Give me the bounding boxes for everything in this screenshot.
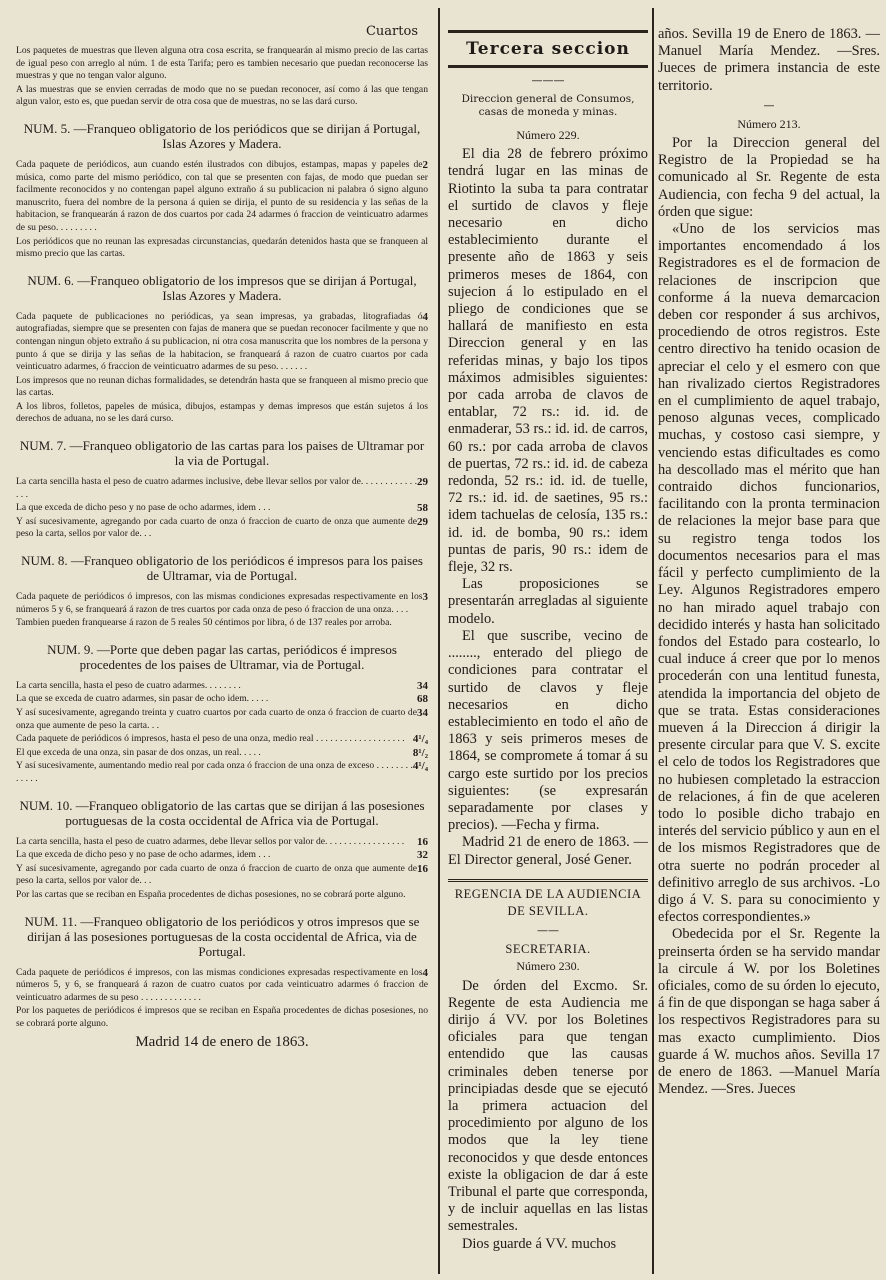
tariff-line-text: La carta sencilla, hasta el peso de cuatro adarmes. . . . . . . . [16,679,241,691]
divider: —— [537,924,559,938]
tariff-cuartos-value: 16 [417,835,428,848]
tariff-line-text: Y así sucesivamente, aumentando medio real por cada onza ó fraccion de una onza de exceso . . . . . . . . . . . . . [16,760,413,784]
contract-body: El dia 28 de febrero próximo tendrá lugar en las minas de Riotinto la suba ta para contratar el surtido de clavos y fleje necesario en dicho establecimiento durante el presente año de 1863 y seis primeros meses de 1864, con sujecion á lo estipulado en el pliego de condiciones que se hallará de manifiesto en esta Direccion general y en las referidas minas, y bajo los tipos máximos admisibles siguientes: por cada arroba de clavos de entablar, 72 rs.: id. id. de enmaderar, 53 rs.: id. id. de carros, 60 rs.: por cada arroba de clavos de puertas, 72 rs.: id. id. de cabeza redonda, 52 rs.: id. id. de tuelle, 72 rs.: id. id. de saetines, 95 rs.: idem tachuelas de celosía, 135 rs.: id. id. de bomba, 90 rs.: idem puntas de paris, 90 rs.: idem de fleje, 32 rs. [448,146,648,576]
tariff-line-text: Cada paquete de publicaciones no periódicas, ya sean impresas, ya grabadas, litografiadas ó autografiadas, siempre que se presenten con fajas de manera que se puedan reconocer facilmente y que no contengan ningun objeto extraño á su publicacion, ni otra cosa manuscrita que los nombres de la persona y punto á que se dirija y las señas de la habitacion, se franqueará á razon de cuatro cuartos por cada veinticuatro adarmes, ó fraccion de veinticuatro adarmes de su peso. . . . . . . [16,310,428,373]
tariff-line [16,591,428,616]
tariff-section-heading: NUM. 5. —Franqueo obligatorio de los periódicos que se dirijan á Portugal, Islas Azores y Madera. [23,120,421,151]
intro-block [16,45,428,109]
tariff-line [16,516,428,541]
tariff-line [16,311,428,374]
tariff-line-text: La que se exceda de cuatro adarmes, sin pasar de ocho idem. . . . . [16,693,269,705]
tariff-section [16,553,428,630]
tariff-section-heading: NUM. 9. —Porte que deben pagar las cartas, periódicos é impresos procedentes de los paises de Ultramar, via de Portugal. [47,641,397,672]
tariff-section-heading: NUM. 10. —Franqueo obligatorio de las cartas que se dirijan á las posesiones portuguesas de la costa occidental de Africa via de Portugal. [19,797,425,828]
tariff-cuartos-value: 29 [417,476,428,489]
tariff-line [16,863,428,888]
regencia-heading: REGENCIA DE LA AUDIENCIA DE SEVILLA. [454,886,642,918]
tariff-line-text: Cada paquete de periódicos é impresos, con las mismas condiciones expresadas respectivamente en los números 5, y 6, se franqueará á razon de cuatro cuatos por cada veinticuatro adarmes ó fraccion de veinticuatro adarmes de su peso . . . . . . . . . . . . . [16,966,428,1003]
tariff-section [16,798,428,902]
section-title: Tercera seccion [448,30,648,68]
tariff-cuartos-value: 68 [417,693,428,706]
tariff-line [16,1005,428,1030]
tariff-cuartos-value: 4¹/₄ [412,760,428,773]
divider: — [763,98,775,112]
tariff-line-text: La carta sencilla hasta el peso de cuatro adarmes inclusive, debe llevar sellos por valor de. . . . . . . . . . . . . . . [16,476,417,500]
cuartos-header: Cuartos [365,24,418,39]
tariff-section [16,273,428,426]
tariff-line [16,401,428,426]
tariff-line [16,502,428,515]
tariff-section-heading: NUM. 6. —Franqueo obligatorio de los impresos que se dirijan á Portugal, Islas Azores y Madera. [27,272,417,303]
tariff-line [16,375,428,400]
tariff-line-text: El que exceda de una onza, sin pasar de dos onzas, un real. . . . . [16,746,261,758]
tariff-line-text: Cada paquete de periódicos, aun cuando estén ilustrados con dibujos, estampas, mapas y papeles de música, como parte del mismo periódico, con tal que se presenten con fajas, de modo que puedan ser facilmente reconocidos y no contengan papel alguno extraño á su publicacion ni palabra ó signo alguno manuscrito, fuera del nombre de la persona á quien se dirija, el punto de su residencia y las señas de la habitacion, se franquearán á razon de dos cuartos por cada 24 adarmes ó fraccion de veinticuatro adarmes de su peso. . . . . . . . . [16,158,428,233]
model-paragraph: El que suscribe, vecino de ........, enterado del pliego de condiciones para contratar el surtido de clavos y fleje necesarios en dicho establecimiento en todo el año de 1863 y seis primeros meses de 1864, se compromete á tomar á su cargo este surtido por los precios siguientes: (se expresarán separadamente por clases y precios). —Fecha y firma. [448,627,648,834]
tariff-cuartos-value: 34 [417,707,428,719]
tariff-cuartos-value: 8¹/₂ [412,746,428,759]
numero-213: Número 213. [737,116,801,131]
tariff-line-text: Por las cartas que se reciban en España procedentes de dichas posesiones, no se cobrará porte alguno. [16,888,406,900]
tariff-line-text: La carta sencilla, hasta el peso de cuatro adarmes, debe llevar sellos por valor de. . . . . . . . . . . . . . . . . [16,835,405,847]
tariff-closing-date: Madrid 14 de enero de 1863. [135,1033,309,1050]
tariff-cuartos-value: 4 [422,310,428,323]
tariff-cuartos-value: 2 [422,158,428,171]
tariff-sections [16,121,428,1031]
tariff-cuartos-value: 58 [417,502,428,515]
tariff-line-text: Los impresos que no reunan dichas formalidades, se detendrán hasta que se franqueen al mismo precio que las cartas. [16,374,428,399]
closing-line: Dios guarde á VV. muchos [462,1235,617,1252]
signoff-paragraph: Madrid 21 de enero de 1863. —El Director general, José Gener. [448,834,648,868]
tariff-line [16,967,428,1005]
tariff-cuartos-value: 4¹/₄ [412,733,428,746]
registro-column [658,0,880,1280]
registro-closing: Obedecida por el Sr. Regente la preinserta órden se ha servido mandar la circule á W. por los Boletines oficiales, como de su órden lo ejecuto, á fin de que dispongan se haga saber á los respectivos Registradores para su mas exacto cumplimiento. Dios guarde á W. muchos años. Sevilla 17 de enero de 1863. —Manuel María Mendez. —Sres. Jueces [658,926,880,1098]
tariff-line-text: La que exceda de dicho peso y no pase de ocho adarmes, idem . . . [16,502,271,514]
tariff-line [16,747,428,760]
continued-paragraph: años. Sevilla 19 de Enero de 1863. —Manuel María Mendez. —Sres. Jueces de primera instancia de este territorio. [658,26,880,94]
tariff-section [16,438,428,541]
tariff-line [16,733,428,746]
tariff-cuartos-value: 4 [422,966,428,979]
tariff-line-text: Los periódicos que no reunan las expresadas circunstancias, quedarán detenidos hasta que se franqueen al mismo precio que las cartas. [16,235,428,260]
divider [448,879,648,882]
tariff-line [16,476,428,501]
tariff-section-heading: NUM. 7. —Franqueo obligatorio de las cartas para los paises de Ultramar por la via de Portugal. [19,438,425,469]
tariff-cuartos-value: 29 [417,515,428,528]
tariff-line [16,849,428,862]
proposals-paragraph: Las proposiciones se presentarán arregladas al siguiente modelo. [448,576,648,627]
consumos-column [448,0,648,1280]
intro-paragraph: Los paquetes de muestras que lleven alguna otra cosa escrita, se franquearán al mismo precio de las cartas de igual peso con arreglo al núm. 1 de esta Tarifa; pero es tambien necesario que puedan reconocerse las muestras y que no tengan valor alguno. [16,45,428,82]
registro-intro: Por la Direccion general del Registro de la Propiedad se ha comunicado al Sr. Regente de esta Audiencia, con fecha 9 del actual, la órden que sigue: [658,135,880,220]
tariff-column [16,0,428,1280]
tariff-line-text: Y así sucesivamente, agregando por cada cuarto de onza ó fraccion de cuarto de onza que aumente de peso la carta, sellos por valor de. . . [16,515,417,540]
secretaria-heading: SECRETARIA. [505,942,591,957]
tariff-line [16,693,428,706]
tariff-cuartos-value: 34 [417,679,428,692]
tariff-line [16,889,428,902]
tariff-line [16,159,428,235]
tariff-line-text: Tambien pueden franquearse á razon de 5 reales 50 céntimos por libra, ó de 137 reales por arroba. [16,617,392,629]
tariff-cuartos-value: 3 [422,591,428,604]
tariff-line-text: Y así sucesivamente, agregando treinta y cuatro cuartos por cada cuarto de onza ó fraccion de cuarto de onza que aumente de peso la carta. . . [16,707,417,731]
tariff-section-heading: NUM. 8. —Franqueo obligatorio de los periódicos é impresos para los paises de Ultramar, via de Portugal. [21,553,423,584]
tariff-line [16,236,428,261]
department-heading: Direccion general de Consumos, casas de moneda y minas. [461,93,635,118]
tariff-line [16,836,428,849]
intro-paragraph: A las muestras que se envien cerradas de modo que no se puedan reconocer, así como á las que tengan algun valor, esto es, que puedan servir de otra cosa que de muestras, no se las dará curso. [16,83,428,108]
divider: ——— [531,74,565,87]
numero-230: Número 230. [516,959,580,974]
tariff-line [16,617,428,630]
tariff-line-text: Cada paquete de periódicos ó impresos, hasta el peso de una onza, medio real . . . . . . . . . . . . . . . . . . . [16,733,405,745]
tariff-section [16,914,428,1031]
tariff-line [16,707,428,732]
registro-order-quote: «Uno de los servicios mas importantes encomendado á los Registradores es el de formacion de relaciones de inscripcion que conforme á la nueva demarcacion deben cor responder á sus archivos, procediendo de otros registros. Este centro directivo ha tenido ocasion de apreciar el celo y el esmero con que han rivalizado ciertos Registradores en el cumplimiento de aquel trabajo, penoso algunas veces, complicado muchas, y costoso casi siempre, y venciendo estas dificultades es como ha descollado mas el mérito que han contraido dichos funcionarios, facilitando con la pronta terminacion de relaciones la mejor base para que su registro tenga todos los documentos necesarios para el mas fácil y perfecto cumplimiento de la Ley. Algunos Registradores empero no han mirado aquel trabajo con decidido interés y hasta han solicitado fondos del Estado para costearlo, lo cual induce á creer que por lo menos procederán con una lentitud funesta, atendida la importancia del objeto de que se trata. Estas consideraciones mueven á la Direccion á dirigir la presente circular para que V. S. excite el celo de todos los Registradores que no hubiesen completado la estraccion de relaciones, á fin de que aceleren todo lo posible dicho trabajo en interés del servicio público y aun en el de los mismos Registradores que de otra suerte no podrán proceder al definitivo arreglo de sus archivos. -Lo digo á V. S. para su conocimiento y efectos correspondientes.» [658,221,880,926]
tariff-section [16,121,428,261]
tariff-line-text: Y así sucesivamente, agregando por cada cuarto de onza ó fraccion de cuarto de onza que aumente de peso la carta, sellos por valor de. . . [16,862,417,887]
tariff-section-heading: NUM. 11. —Franqueo obligatorio de los periódicos y otros impresos que se dirijan á las posesiones portuguesas de la costa occidental de Africa, via de Portugal. [24,913,420,959]
tariff-cuartos-value: 32 [417,849,428,862]
tariff-line-text: A los libros, folletos, papeles de música, dibujos, estampas y demas impresos que están sujetos á los derechos de aduana, no se les dará curso. [16,400,428,425]
tariff-section [16,642,428,786]
tariff-line [16,680,428,693]
order-body: De órden del Excmo. Sr. Regente de esta Audiencia me dirijo á VV. por los Boletines oficiales para que tengan entendido que las causas criminales deben tenerse por principiadas desde que se ejecutó la primera actuacion del procedimiento por alguno de los modos que la ley tiene reconocidos y que desde entonces existe la obligacion de dar á este Tribunal el parte que corresponda, y de incluir aquellas en las listas semestrales. [448,977,648,1235]
column-rule-2 [652,8,654,1274]
column-rule-1 [438,8,440,1274]
tariff-line-text: La que exceda de dicho peso y no pase de ocho adarmes, idem . . . [16,849,271,861]
tariff-line-text: Por los paquetes de periódicos é impresos que se reciban en España procedentes de dichas posesiones, no se cobrará porte alguno. [16,1005,428,1029]
tariff-line-text: Cada paquete de periódicos ó impresos, con las mismas condiciones expresadas respectivamente en los números 5 y 6, se franqueará á razon de tres cuartos por cada onza de peso ó fraccion de una onza. . . . [16,591,423,615]
tariff-cuartos-value: 16 [417,862,428,875]
numero-229: Número 229. [516,128,580,142]
tariff-line [16,760,428,785]
